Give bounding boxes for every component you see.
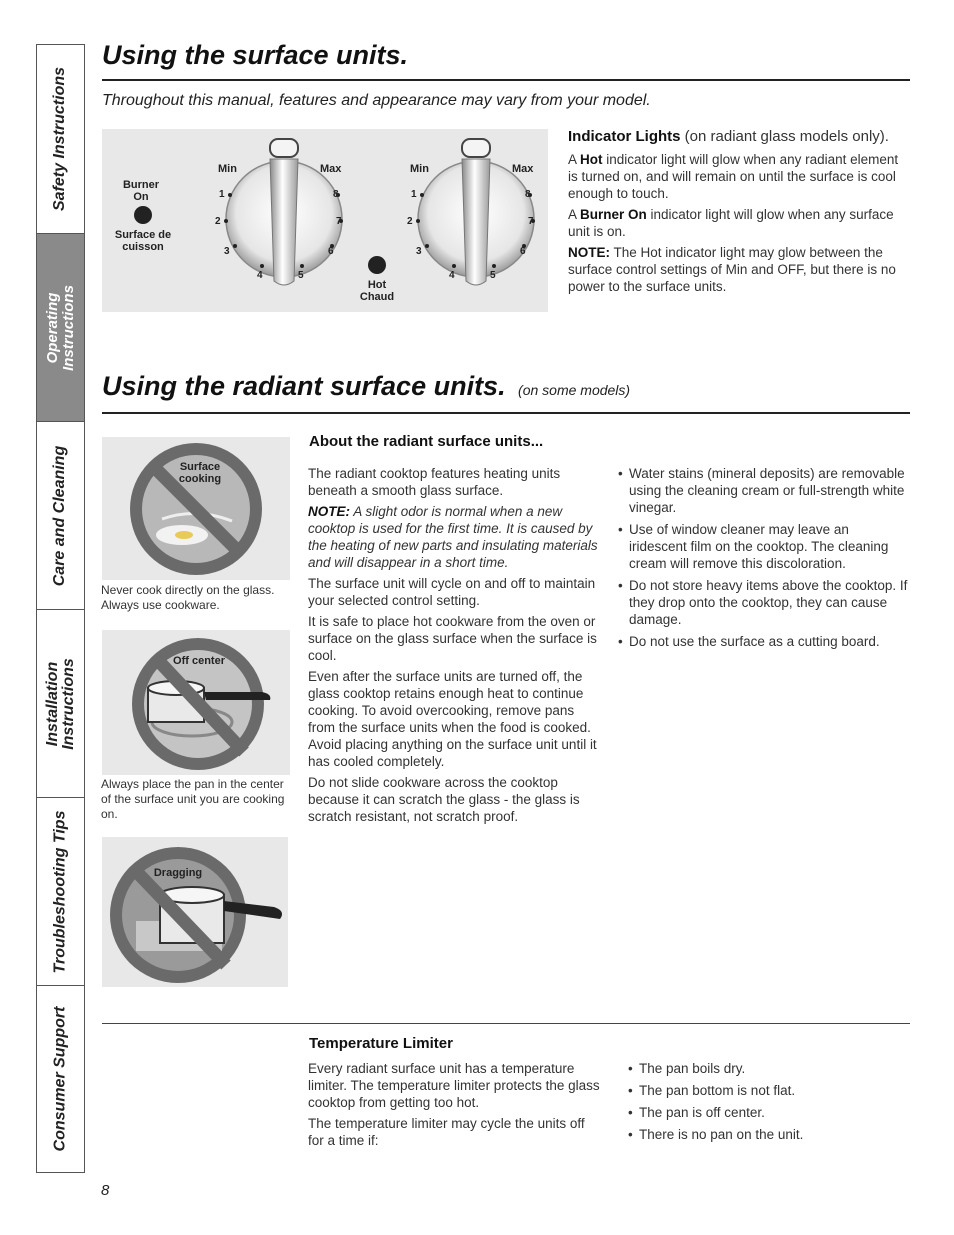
- tick-label: 7: [528, 216, 534, 227]
- indicator-heading-note: (on radiant glass models only).: [684, 128, 889, 145]
- off-center-illustration: [102, 630, 290, 775]
- text: The Hot indicator light may glow between the surface control settings of Min and OFF, but there is no power to the surface units.: [568, 245, 896, 294]
- page-number: 8: [101, 1182, 110, 1199]
- indicator-lights-block: [568, 127, 910, 299]
- tick-label: 8: [525, 189, 531, 200]
- burner-on-indicator-dot: [134, 206, 152, 224]
- section-divider: [102, 1023, 910, 1024]
- tick-label: 7: [336, 216, 342, 227]
- tick-label: 2: [215, 216, 221, 227]
- tick-label: 6: [520, 246, 526, 257]
- right-knob-top-indicator: [462, 139, 490, 157]
- tick-label: 2: [407, 216, 413, 227]
- tab-label: Troubleshooting Tips: [51, 810, 69, 973]
- surface-cooking-label: Surface cooking: [178, 461, 222, 485]
- hot-term: Hot: [580, 152, 603, 167]
- note-text: A slight odor is normal when a new cooktop is used for the first time. It is caused by the heating of new parts and insulating materials and will disappear in a short time.: [308, 504, 598, 570]
- tab-care-and-cleaning[interactable]: [37, 422, 84, 610]
- tab-installation-instructions[interactable]: [37, 610, 84, 798]
- tick-label: 5: [490, 270, 496, 281]
- about-heading: About the radiant surface units...: [309, 433, 544, 450]
- text: A: [568, 152, 581, 167]
- no-symbol-icon: [102, 837, 288, 987]
- tick-label: 4: [449, 270, 455, 281]
- left-knob-max-label: Max: [320, 163, 342, 175]
- about-column-2: [618, 465, 910, 655]
- section2-title-row: [102, 371, 630, 402]
- temperature-limiter-list: [628, 1060, 910, 1148]
- tick-label: 3: [416, 246, 422, 257]
- temperature-limiter-text: [308, 1060, 600, 1153]
- list-item: • Do not store heavy items above the cooktop. If they drop onto the cooktop, they can cause damage.: [618, 577, 910, 628]
- tab-consumer-support[interactable]: [37, 986, 84, 1172]
- tick-label: 3: [224, 246, 230, 257]
- surface-label: Surface de cuisson: [114, 229, 172, 253]
- side-tab-bar: [36, 44, 85, 1173]
- tick-label: 1: [411, 189, 417, 200]
- tick-label: 6: [328, 246, 334, 257]
- left-knob-min-label: Min: [218, 163, 237, 175]
- section-title-note: (on some models): [518, 382, 631, 398]
- text: A: [568, 207, 581, 222]
- list-item: • The pan is off center.: [628, 1104, 910, 1121]
- off-center-label: Off center: [173, 655, 225, 667]
- hot-indicator-dot: [368, 256, 386, 274]
- title-rule: [102, 412, 910, 414]
- paragraph: It is safe to place hot cookware from the oven or surface on the glass surface when the surface is cool.: [308, 614, 597, 663]
- right-knob-min-label: Min: [410, 163, 429, 175]
- title-rule: [102, 79, 910, 81]
- burner-on-term: Burner On: [580, 207, 647, 222]
- tick-label: 5: [298, 270, 304, 281]
- list-item: • The pan bottom is not flat.: [628, 1082, 910, 1099]
- list-item: • Do not use the surface as a cutting board.: [618, 633, 910, 650]
- no-symbol-icon: [102, 630, 290, 775]
- tab-label: Consumer Support: [51, 1006, 69, 1152]
- list-item: • Water stains (mineral deposits) are removable using the cleaning cream or full-strength white vinegar.: [618, 465, 910, 516]
- tick-label: 4: [257, 270, 263, 281]
- dragging-label: Dragging: [153, 867, 203, 879]
- tab-label: Care and Cleaning: [51, 445, 69, 586]
- burner-on-label: Burner On: [122, 179, 160, 203]
- about-column-1: [308, 465, 600, 829]
- paragraph: The surface unit will cycle on and off to maintain your selected control setting.: [308, 576, 596, 608]
- paragraph: Every radiant surface unit has a temperature limiter. The temperature limiter protects the glass cooktop from getting too hot.: [308, 1061, 600, 1110]
- hot-label: Hot Chaud: [359, 279, 395, 303]
- section-title-surface-units: Using the surface units.: [102, 40, 409, 70]
- control-knobs-diagram: [102, 129, 548, 312]
- tab-label: Operating Instructions: [43, 284, 77, 371]
- text: indicator light will glow when any surface unit is on.: [568, 207, 894, 239]
- tick-label: 1: [219, 189, 225, 200]
- note-label: NOTE:: [308, 504, 350, 519]
- paragraph: Even after the surface units are turned off, the glass cooktop retains enough heat to continue cooking. To avoid overcooking, remove pans from the surface units when the food is cooked. Avoid placing anything on the surface unit until it has cooled completely.: [308, 669, 597, 769]
- indicator-heading: Indicator Lights: [568, 128, 681, 145]
- tab-operating-instructions[interactable]: [37, 234, 84, 422]
- tab-label: Safety Instructions: [51, 66, 69, 212]
- list-item: • Use of window cleaner may leave an iridescent film on the cooktop. The cleaning cream will remove this discoloration.: [618, 521, 910, 572]
- off-center-caption: Always place the pan in the center of the surface unit you are cooking on.: [101, 777, 285, 821]
- temperature-limiter-heading: Temperature Limiter: [309, 1035, 453, 1052]
- section-title-radiant-units: Using the radiant surface units.: [102, 371, 506, 401]
- subtitle: Throughout this manual, features and appearance may vary from your model.: [102, 92, 651, 109]
- right-knob-max-label: Max: [512, 163, 534, 175]
- paragraph: The temperature limiter may cycle the units off for a time if:: [308, 1116, 585, 1148]
- surface-cooking-caption: Never cook directly on the glass. Always use cookware.: [101, 583, 275, 612]
- no-symbol-icon: [102, 437, 290, 580]
- surface-cooking-illustration: [102, 437, 290, 580]
- note-label: NOTE:: [568, 245, 610, 260]
- tick-label: 8: [333, 189, 339, 200]
- paragraph: The radiant cooktop features heating units beneath a smooth glass surface.: [308, 466, 561, 498]
- text: indicator light will glow when any radiant element is turned on, and will remain on until the surface is cool enough to touch.: [568, 152, 899, 201]
- left-knob-pointer: [270, 159, 298, 285]
- tab-troubleshooting-tips[interactable]: [37, 798, 84, 986]
- left-knob-top-indicator: [270, 139, 298, 157]
- list-item: • The pan boils dry.: [628, 1060, 910, 1077]
- list-item: • There is no pan on the unit.: [628, 1126, 910, 1143]
- paragraph: Do not slide cookware across the cooktop because it can scratch the glass - the glass is scratch resistant, not scratch proof.: [308, 775, 580, 824]
- right-knob-pointer: [462, 159, 490, 285]
- tab-label: Installation Instructions: [43, 657, 77, 750]
- tab-safety-instructions[interactable]: [37, 45, 84, 234]
- dragging-illustration: [102, 837, 288, 987]
- knobs-illustration: [102, 129, 548, 312]
